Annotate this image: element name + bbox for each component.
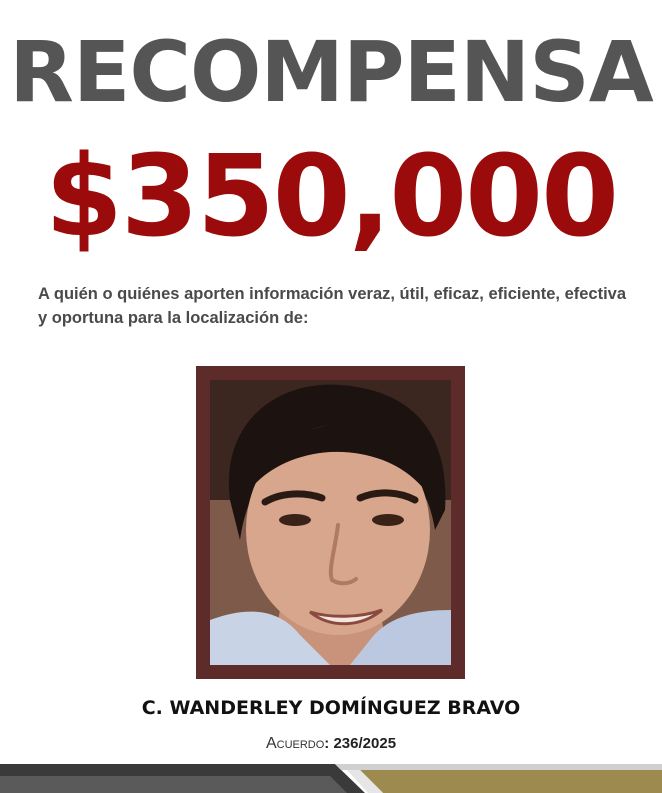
agreement-number: 236/2025 — [333, 735, 397, 752]
agreement-colon: : — [324, 735, 330, 752]
portrait-frame — [196, 366, 465, 679]
reward-title: RECOMPENSA — [9, 23, 653, 121]
person-name: C. WANDERLEY DOMÍNGUEZ BRAVO — [141, 697, 521, 719]
portrait-photo — [210, 380, 451, 665]
agreement-label: Acuerdo — [265, 735, 325, 752]
footer-decorative-band — [0, 764, 662, 793]
agreement-line — [0, 734, 662, 754]
portrait-illustration — [210, 380, 451, 665]
footer-stripes — [0, 764, 662, 793]
reward-description: A quién o quiénes aporten información veraz, útil, eficaz, eficiente, efectiva y oportuna para la localización de: — [38, 285, 627, 327]
reward-amount: $350,000 — [44, 132, 618, 262]
